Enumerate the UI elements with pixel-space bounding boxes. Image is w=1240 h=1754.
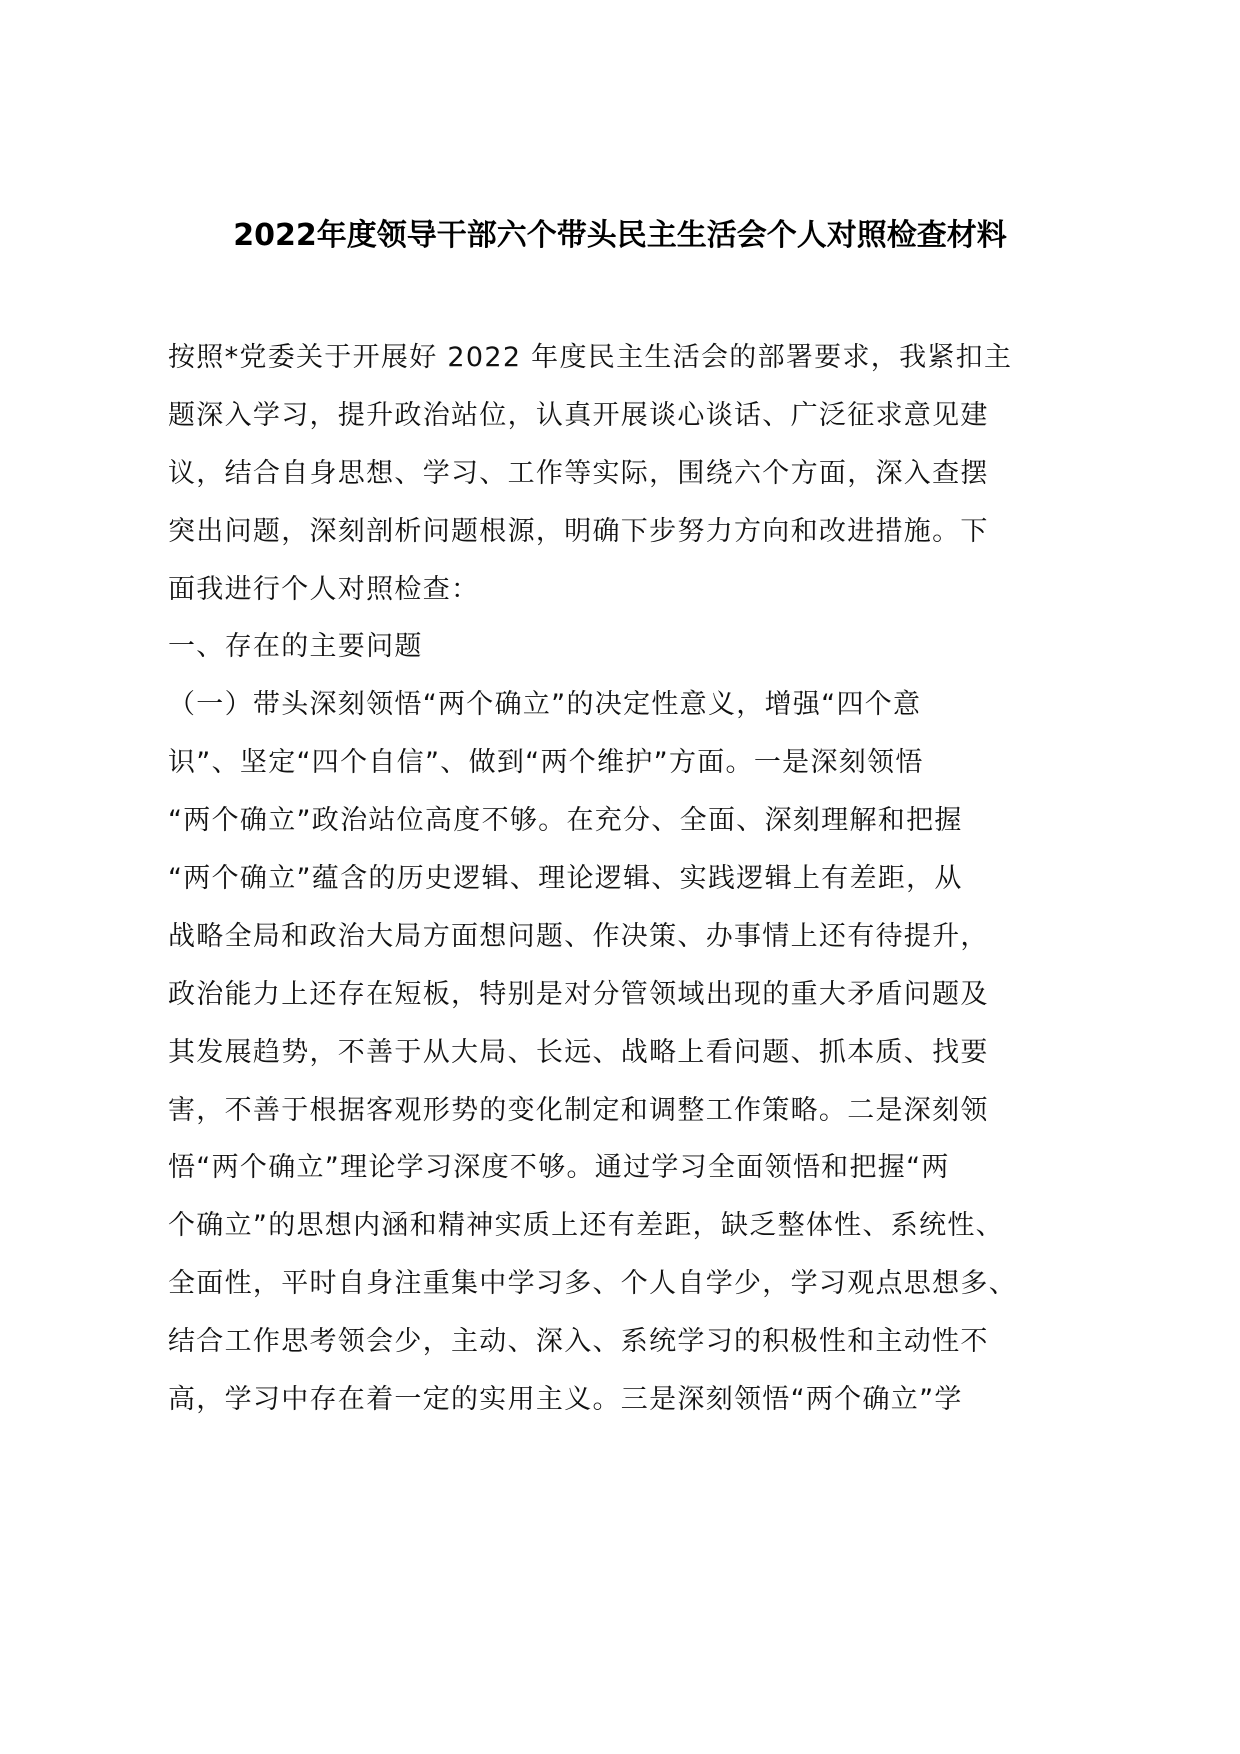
body-line: 议，结合自身思想、学习、工作等实际，围绕六个方面，深入查摆 — [168, 457, 989, 489]
body-line: （一）带头深刻领悟“两个确立”的决定性意义，增强“四个意 — [168, 689, 922, 721]
body-line: 面我进行个人对照检查： — [168, 573, 480, 605]
body-line: “两个确立”政治站位高度不够。在充分、全面、深刻理解和把握 — [168, 805, 963, 837]
section-heading: 一、存在的主要问题 — [168, 631, 423, 663]
body-line: “两个确立”蕴含的历史逻辑、理论逻辑、实践逻辑上有差距，从 — [168, 863, 963, 895]
body-line: 害，不善于根据客观形势的变化制定和调整工作策略。二是深刻领 — [168, 1094, 989, 1126]
body-line: 悟“两个确立”理论学习深度不够。通过学习全面领悟和把握“两 — [168, 1152, 950, 1184]
body-line: 按照*党委关于开展好 2022 年度民主生活会的部署要求，我紧扣主 — [168, 342, 1013, 373]
body-line: 政治能力上还存在短板，特别是对分管领域出现的重大矛盾问题及 — [168, 978, 989, 1010]
body-line: 其发展趋势，不善于从大局、长远、战略上看问题、抓本质、找要 — [168, 1036, 989, 1068]
body-line: 结合工作思考领会少，主动、深入、系统学习的积极性和主动性不 — [168, 1326, 989, 1358]
body-line: 个确立”的思想内涵和精神实质上还有差距，缺乏整体性、系统性、 — [168, 1210, 1004, 1242]
body-line: 战略全局和政治大局方面想问题、作决策、办事情上还有待提升， — [168, 920, 989, 952]
body-line: 题深入学习，提升政治站位，认真开展谈心谈话、广泛征求意见建 — [168, 399, 989, 431]
document-body — [168, 329, 1088, 1429]
document-title: 2022年度领导干部六个带头民主生活会个人对照检查材料 — [233, 218, 1007, 253]
body-line: 高，学习中存在着一定的实用主义。三是深刻领悟“两个确立”学 — [168, 1384, 963, 1416]
body-line: 全面性，平时自身注重集中学习多、个人自学少，学习观点思想多、 — [168, 1268, 1017, 1300]
body-line: 突出问题，深刻剖析问题根源，明确下步努力方向和改进措施。下 — [168, 515, 989, 547]
body-line: 识”、坚定“四个自信”、做到“两个维护”方面。一是深刻领悟 — [168, 747, 924, 779]
